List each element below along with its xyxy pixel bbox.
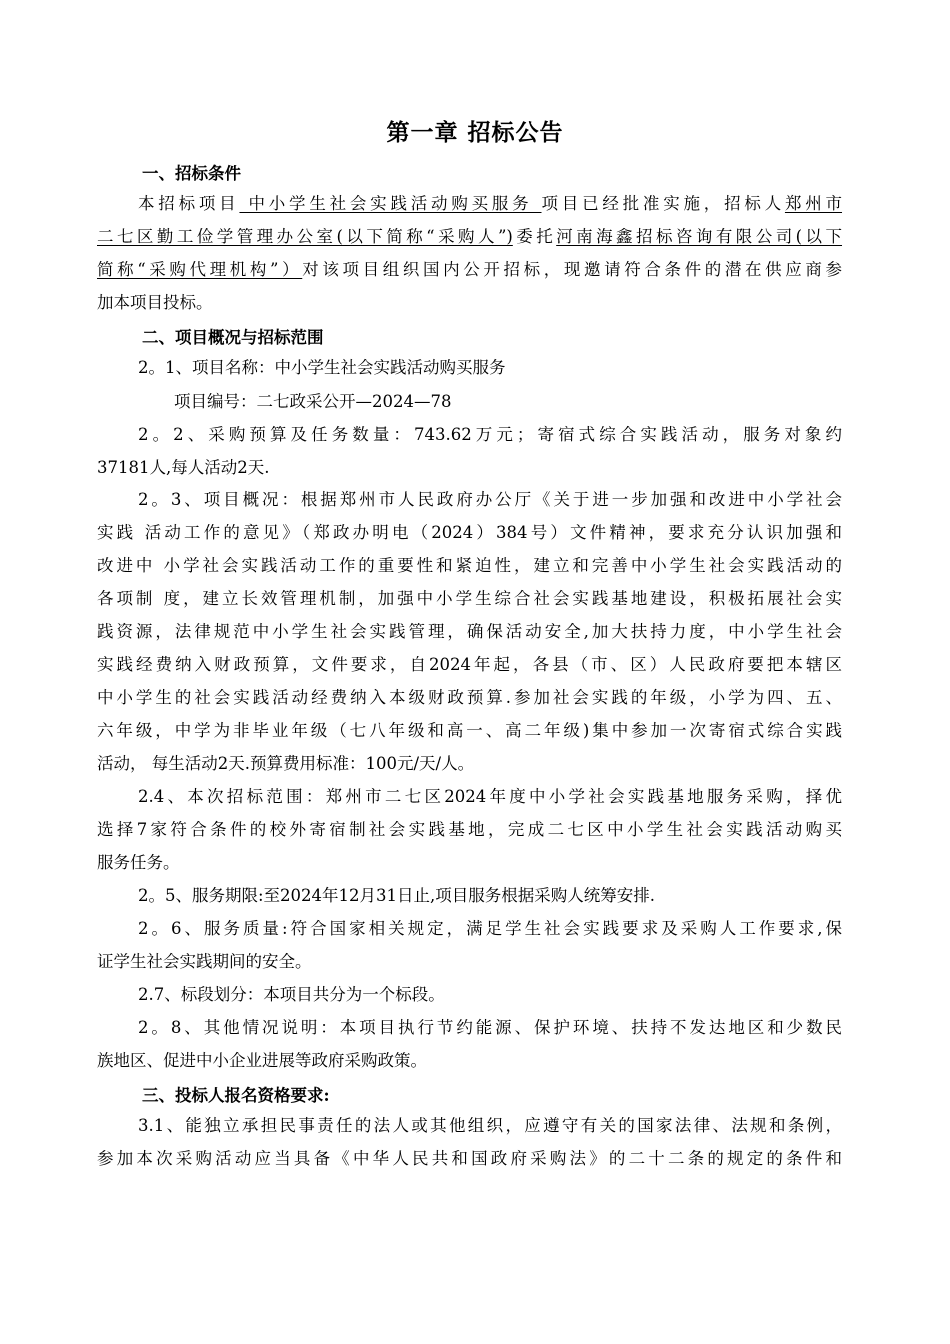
paragraph-line: 3.1、能独立承担民事责任的法人或其他组织，应遵守有关的国家法律、法规和条例， [138, 1116, 842, 1135]
section-heading-bidding-conditions: 一、招标条件 [142, 164, 241, 183]
paragraph-line: 2。6、服务质量:符合国家相关规定，满足学生社会实践要求及采购人工作要求,保 [138, 919, 842, 938]
paragraph-line: 族地区、促进中小企业进展等政府采购政策。 [97, 1051, 427, 1070]
paragraph-line: 2.7、标段划分：本项目共分为一个标段。 [138, 985, 445, 1004]
page-title: 第一章 招标公告 [386, 119, 564, 146]
paragraph-line: 项目编号：二七政采公开—2024—78 [174, 392, 452, 411]
paragraph-line: 本招标项目 中小学生社会实践活动购买服务 项目已经批准实施，招标人郑州市 [138, 194, 843, 213]
paragraph-line: 参加本次采购活动应当具备《中华人民共和国政府采购法》的二十二条的规定的条件和 [97, 1149, 842, 1168]
paragraph-line: 六年级，中学为非毕业年级（七八年级和高一、高二年级)集中参加一次寄宿式综合实践 [97, 721, 842, 740]
paragraph-line: 2.4、本次招标范围：郑州市二七区2024年度中小学社会实践基地服务采购，择优 [138, 787, 842, 806]
paragraph-line: 2。8、其他情况说明：本项目执行节约能源、保护环境、扶持不发达地区和少数民 [138, 1018, 842, 1037]
paragraph-line: 2。2、采购预算及任务数量：743.62万元；寄宿式综合实践活动，服务对象约 [138, 425, 842, 444]
paragraph-line: 践资源，法律规范中小学生社会实践管理，确保活动安全,加大扶持力度，中小学生社会 [97, 622, 842, 641]
paragraph-line: 活动， 每生活动2天.预算费用标准：100元/天/人。 [97, 754, 475, 773]
paragraph-line: 2。1、项目名称：中小学生社会实践活动购买服务 [138, 358, 506, 377]
paragraph-line: 证学生社会实践期间的安全。 [97, 952, 312, 971]
paragraph-line: 2。3、项目概况：根据郑州市人民政府办公厅《关于进一步加强和改进中小学社会 [138, 490, 842, 509]
paragraph-line: 各项制 度，建立长效管理机制，加强中小学生综合社会实践基地建设，积极拓展社会实 [97, 589, 842, 608]
paragraph-line: 2。5、服务期限:至2024年12月31日止,项目服务根据采购人统筹安排. [138, 886, 656, 905]
paragraph-line: 加本项目投标。 [97, 293, 213, 312]
paragraph-line: 改进中 小学社会实践活动工作的重要性和紧迫性，建立和完善中小学生社会实践活动的 [97, 556, 842, 575]
paragraph-line: 37181人,每人活动2天. [97, 458, 270, 477]
paragraph-line: 服务任务。 [97, 853, 180, 872]
section-heading-project-overview: 二、项目概况与招标范围 [142, 328, 324, 347]
section-heading-bidder-qualifications: 三、投标人报名资格要求: [142, 1086, 330, 1105]
paragraph-line: 简称“采购代理机构”）对该项目组织国内公开招标，现邀请符合条件的潜在供应商参 [97, 260, 842, 279]
paragraph-line: 二七区勤工俭学管理办公室(以下简称“采购人”)委托河南海鑫招标咨询有限公司(以下 [97, 227, 843, 246]
paragraph-line: 中小学生的社会实践活动经费纳入本级财政预算.参加社会实践的年级，小学为四、五、 [97, 688, 842, 707]
paragraph-line: 实践 活动工作的意见》（郑政办明电（2024）384号）文件精神，要求充分认识加强和 [97, 523, 842, 542]
paragraph-line: 实践经费纳入财政预算，文件要求，自2024年起，各县（市、区）人民政府要把本辖区 [97, 655, 842, 674]
paragraph-line: 选择7家符合条件的校外寄宿制社会实践基地，完成二七区中小学生社会实践活动购买 [97, 820, 842, 839]
